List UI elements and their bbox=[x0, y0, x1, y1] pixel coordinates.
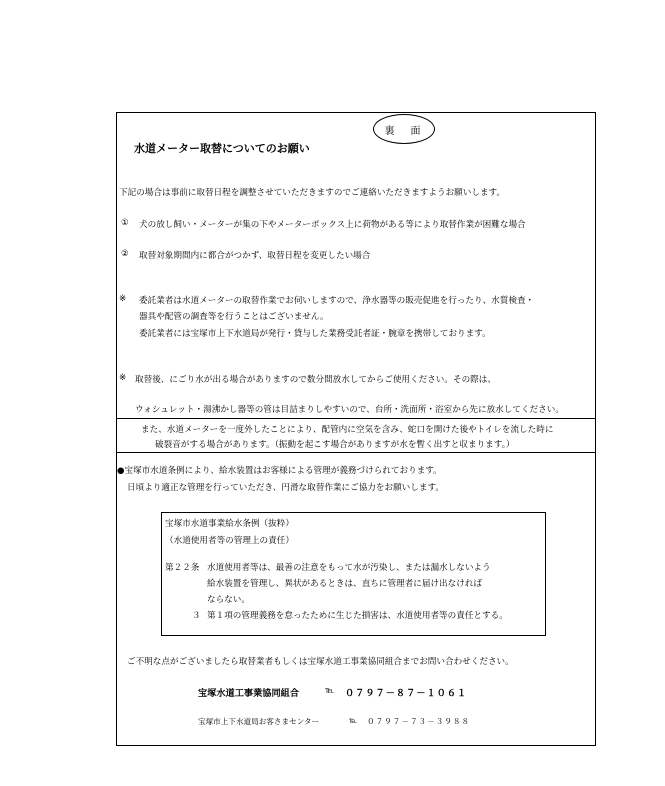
clause-number: ３ bbox=[192, 611, 201, 621]
warning-line-2: 破裂音がする場合があります。（振動を起こす場合がありますが水を暫く出すと収まります。） bbox=[155, 440, 515, 450]
case-1-text: 犬の放し飼い・メーターが集の下やメーターボックス上に荷物がある等により取替作業が困難な場合 bbox=[139, 220, 526, 230]
warning-box bbox=[116, 419, 596, 451]
union-name: 宝塚水道工事業協同組合 bbox=[198, 688, 300, 699]
center-tel-number: ０７９７－７３－３９８８ bbox=[367, 717, 471, 726]
ordinance-intro-line-1: ●宝塚市水道条例により、給水装置はお客様による管理が義務づけられております。 bbox=[117, 466, 442, 476]
oval-label-text: 裏 面 bbox=[384, 125, 424, 137]
ordinance-intro-line-2: 日頃より適正な管理を行っていただき、円滑な取替作業にご協力をお願いします。 bbox=[127, 483, 444, 493]
note-2-line-1: 取替後、にごり水が出る場合がありますので数分間放水してからご使用ください。その際は、 bbox=[135, 375, 496, 385]
note-2-line-2: ウォシュレット・湯沸かし器等の管は目詰まりしやすいので、台所・洗面所・浴室から先に放水してください。 bbox=[135, 405, 564, 415]
note-1-line-1: 委託業者は水道メーターの取替作業でお伺いしますので、浄水器等の販売促進を行ったり、水質検査・ bbox=[139, 296, 535, 306]
back-side-oval-label bbox=[373, 114, 435, 144]
union-tel-label: ℡ bbox=[325, 686, 335, 696]
page-title: 水道メーター取替についてのお願い bbox=[134, 142, 310, 155]
note-1-line-2: 器具や配管の調査等を行うことはございません。 bbox=[139, 312, 329, 322]
ordinance-excerpt-box bbox=[161, 512, 546, 636]
divider bbox=[116, 452, 596, 453]
case-2-marker: ② bbox=[121, 249, 129, 259]
contact-lead: ご不明な点がございましたら取替業者もしくは宝塚水道工事業協同組合までお問い合わせください。 bbox=[127, 657, 514, 667]
union-tel-number: ０７９７－８７－１０６１ bbox=[345, 688, 468, 699]
customer-center-name: 宝塚市上下水道局お客さまセンター bbox=[198, 717, 320, 726]
article-line-3: ならない。 bbox=[207, 595, 250, 605]
article-line-1: 水道使用者等は、最善の注意をもって水が汚染し、または漏水しないよう bbox=[207, 563, 491, 573]
article-line-2: 給水装置を管理し、異状があるときは、直ちに管理者に届け出なければ bbox=[207, 579, 483, 589]
ordinance-subheading: （水道使用者等の管理上の責任） bbox=[165, 536, 294, 546]
ordinance-heading: 宝塚市水道事業給水条例（抜粋） bbox=[165, 519, 294, 529]
intro-text: 下記の場合は事前に取替日程を調整させていただきますのでご連絡いただきますようお願いします。 bbox=[119, 188, 506, 198]
article-label: 第２２条 bbox=[165, 563, 200, 573]
note-2-marker: ※ bbox=[119, 373, 127, 383]
note-1-marker: ※ bbox=[119, 294, 127, 304]
center-tel-label: ℡ bbox=[349, 716, 358, 725]
clause-text: 第１項の管理義務を怠ったために生じた損害は、水道使用者等の責任とする。 bbox=[207, 611, 508, 621]
warning-line-1: また、水道メーターを一度外したことにより、配管内に空気を含み、蛇口を開けた後やトイレを流した時に bbox=[141, 425, 554, 435]
case-1-marker: ① bbox=[121, 218, 129, 228]
note-1-line-3: 委託業者には宝塚市上下水道局が発行・貸与した業務受託者証・腕章を携帯しております。 bbox=[139, 329, 491, 339]
case-2-text: 取替対象期間内に都合がつかず、取替日程を変更したい場合 bbox=[139, 251, 371, 261]
